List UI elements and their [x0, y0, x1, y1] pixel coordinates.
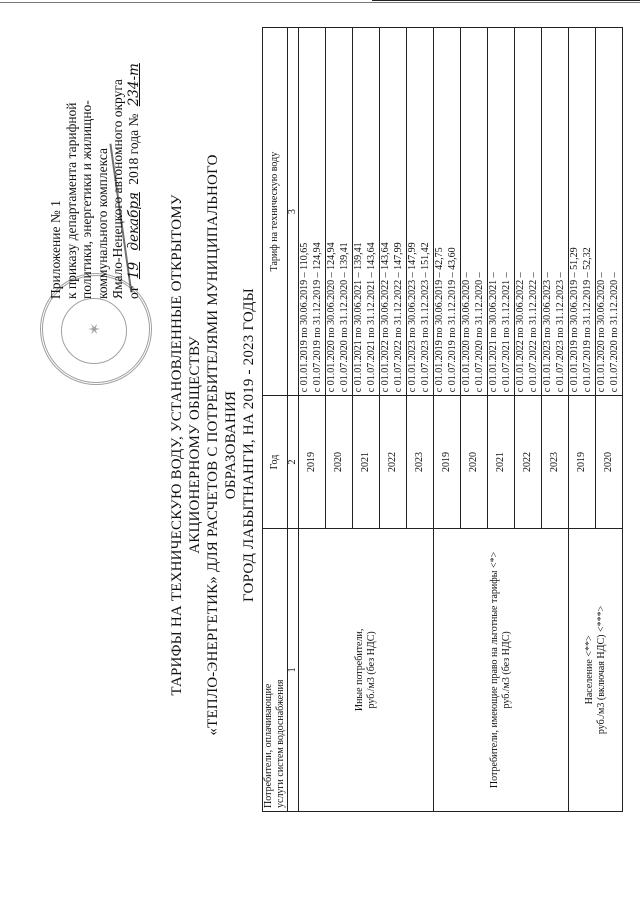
tariff-period-value: с 01.07.2021 по 31.12.2021 –	[501, 272, 512, 393]
column-number: 3	[288, 28, 299, 396]
date-day: 19	[125, 261, 142, 280]
tariff-period-value: с 01.01.2019 по 30.06.2019 – 110,65	[299, 242, 310, 393]
tariff-period-value: с 01.07.2021 по 31.12.2021 – 143,64	[366, 242, 377, 393]
tariff-table	[262, 27, 623, 812]
year-cell: 2019	[569, 396, 596, 529]
tariff-cell	[515, 28, 542, 396]
date-suffix: 2018 года №	[125, 113, 141, 185]
table-row	[299, 28, 326, 812]
tariff-cell	[596, 28, 623, 396]
header-consumers-line: Потребители, оплачивающие	[263, 683, 274, 808]
category-label: Население <**>	[583, 635, 595, 705]
appendix-title: Приложение № 1	[48, 200, 63, 299]
consumer-category-cell	[434, 528, 569, 811]
tariff-period-value: с 01.07.2020 по 31.12.2020 –	[609, 272, 620, 393]
tariff-body	[299, 28, 623, 812]
year-cell: 2022	[380, 396, 407, 529]
column-number-row	[288, 28, 299, 812]
tariff-period-value: с 01.07.2019 по 31.12.2019 – 124,94	[312, 242, 323, 393]
year-cell: 2022	[515, 396, 542, 529]
tariff-period-value: с 01.07.2020 по 31.12.2020 –	[474, 272, 485, 393]
order-number: 234-т	[125, 63, 142, 107]
heading-line: ГОРОД ЛАБЫТНАНГИ, НА 2019 - 2023 ГОДЫ	[241, 288, 257, 602]
appendix-block	[48, 29, 142, 299]
document-heading	[168, 135, 258, 755]
tariff-cell	[542, 28, 569, 396]
header-year: Год	[263, 396, 288, 529]
heading-line: «ТЕПЛО-ЭНЕРГЕТИК» ДЛЯ РАСЧЕТОВ С ПОТРЕБИТЕЛЯМИ МУНИЦИПАЛЬНОГО ОБРАЗОВАНИЯ	[205, 154, 239, 736]
date-prefix: от	[125, 286, 141, 299]
tariff-period-value: с 01.07.2022 по 31.12.2022 – 147,99	[393, 242, 404, 393]
tariff-period-value: с 01.01.2020 по 30.06.2020 – 124,94	[326, 242, 337, 393]
tariff-cell	[488, 28, 515, 396]
consumer-category-cell	[299, 528, 434, 811]
appendix-line: Ямало-Ненецкого автономного округа	[110, 79, 125, 299]
year-cell: 2019	[299, 396, 326, 529]
header-tariff: Тариф на техническую воду	[263, 28, 288, 396]
appendix-line: коммунального комплекса	[94, 148, 110, 299]
header-consumers-line: услуги систем водоснабжения	[275, 679, 286, 808]
tariff-period-value: с 01.01.2022 по 30.06.2022 –	[515, 272, 526, 393]
year-cell: 2023	[542, 396, 569, 529]
consumer-category-cell	[569, 528, 623, 811]
tariff-period-value: с 01.07.2019 по 31.12.2019 – 52,32	[582, 247, 593, 393]
tariff-period-value: с 01.01.2020 по 30.06.2020 –	[461, 272, 472, 393]
table-header-row	[263, 28, 288, 812]
seal-emblem-icon: ✶	[87, 322, 104, 336]
tariff-cell	[380, 28, 407, 396]
category-unit: руб./м3 (включая НДС) <***>	[595, 605, 607, 735]
year-cell: 2023	[407, 396, 434, 529]
tariff-cell	[569, 28, 596, 396]
category-unit: руб./м3 (без НДС)	[366, 631, 377, 709]
tariff-cell	[326, 28, 353, 396]
table-row	[569, 28, 596, 812]
tariff-cell	[299, 28, 326, 396]
tariff-period-value: с 01.01.2023 по 30.06.2023 –	[542, 272, 553, 393]
column-number: 2	[288, 396, 299, 529]
tariff-period-value: с 01.01.2022 по 30.06.2022 – 143,64	[380, 242, 391, 393]
tariff-period-value: с 01.07.2023 по 31.12.2023 – 151,42	[420, 242, 431, 393]
column-number: 1	[288, 528, 299, 811]
tariff-period-value: с 01.01.2021 по 30.06.2021 –	[488, 272, 499, 393]
tariff-period-value: с 01.01.2019 по 30.06.2019 – 42,75	[434, 247, 445, 393]
year-cell: 2021	[353, 396, 380, 529]
year-cell: 2020	[461, 396, 488, 529]
year-cell: 2020	[326, 396, 353, 529]
year-cell: 2021	[488, 396, 515, 529]
header-consumers	[263, 528, 288, 811]
date-month: декабря	[125, 192, 142, 251]
heading-line: ТАРИФЫ НА ТЕХНИЧЕСКУЮ ВОДУ, УСТАНОВЛЕННЫЕ ОТКРЫТОМУ АКЦИОНЕРНОМУ ОБЩЕСТВУ	[169, 194, 203, 696]
category-label: Иные потребители,	[354, 628, 365, 712]
category-unit: руб./м3 (без НДС)	[501, 631, 512, 709]
tariff-period-value: с 01.07.2019 по 31.12.2019 – 43,60	[447, 247, 458, 393]
appendix-line: политики, энергетики и жилищно-	[79, 100, 94, 299]
appendix-line: к приказу департамента тарифной	[63, 102, 79, 299]
tariff-period-value: с 01.07.2020 по 31.12.2020 – 139,41	[339, 242, 350, 393]
year-cell: 2019	[434, 396, 461, 529]
tariff-cell	[407, 28, 434, 396]
tariff-cell	[434, 28, 461, 396]
appendix-date-line	[126, 29, 143, 299]
tariff-period-value: с 01.07.2022 по 31.12.2022 –	[528, 272, 539, 393]
tariff-period-value: с 01.01.2023 по 30.06.2023 – 147,99	[407, 242, 418, 393]
category-label: Потребители, имеющие право на льготные тарифы <*>	[489, 551, 500, 789]
year-cell: 2020	[596, 396, 623, 529]
tariff-period-value: с 01.01.2020 по 30.06.2020 –	[596, 272, 607, 393]
tariff-cell	[353, 28, 380, 396]
tariff-cell	[461, 28, 488, 396]
tariff-period-value: с 01.07.2023 по 31.12.2023 –	[555, 272, 566, 393]
table-row	[434, 28, 461, 812]
tariff-period-value: с 01.01.2019 по 30.06.2019 – 51,29	[569, 247, 580, 393]
tariff-period-value: с 01.01.2021 по 30.06.2021 – 139,41	[353, 242, 364, 393]
